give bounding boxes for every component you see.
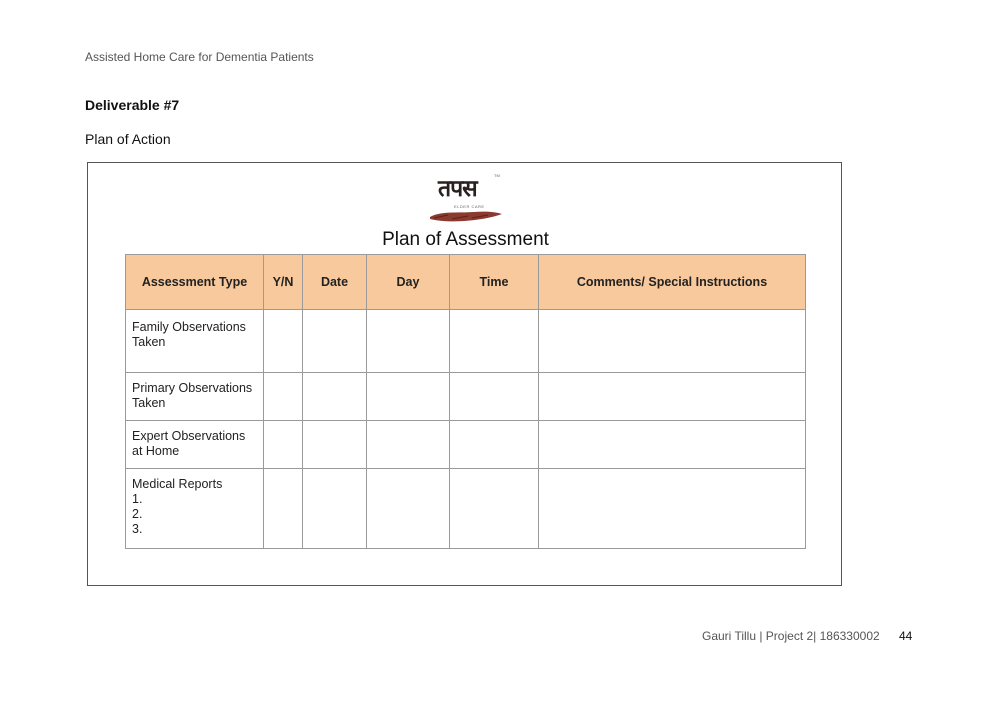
day-cell <box>367 310 450 373</box>
comments-cell <box>539 310 806 373</box>
cell-line: 3. <box>132 522 143 536</box>
column-header: Date <box>303 255 367 310</box>
cell-line: Medical Reports <box>132 477 223 491</box>
column-header: Comments/ Special Instructions <box>539 255 806 310</box>
time-cell <box>450 373 539 421</box>
column-header: Time <box>450 255 539 310</box>
comments-cell <box>539 469 806 549</box>
cell-line: Family Observations <box>132 320 246 334</box>
cell-line: Taken <box>132 396 166 410</box>
date-cell <box>303 310 367 373</box>
day-cell <box>367 373 450 421</box>
cell-line: Expert Observations <box>132 429 246 443</box>
cell-line: at Home <box>132 444 180 458</box>
yn-cell <box>264 421 303 469</box>
brush-stroke-icon <box>428 209 504 223</box>
assessment-type-cell <box>126 469 264 549</box>
cell-line: Taken <box>132 335 166 349</box>
yn-cell <box>264 373 303 421</box>
date-cell <box>303 469 367 549</box>
figure-title: Plan of Assessment <box>382 229 549 250</box>
date-cell <box>303 421 367 469</box>
logo-wordmark: तपस <box>438 176 477 202</box>
table-row <box>126 373 806 421</box>
assessment-figure <box>87 162 842 586</box>
column-header: Y/N <box>264 255 303 310</box>
assessment-type-cell <box>126 310 264 373</box>
cell-line: 1. <box>132 492 143 506</box>
day-cell <box>367 469 450 549</box>
column-header: Day <box>367 255 450 310</box>
assessment-table <box>125 254 806 549</box>
time-cell <box>450 469 539 549</box>
footer-author-line: Gauri Tillu | Project 2| 186330002 <box>702 629 880 643</box>
day-cell <box>367 421 450 469</box>
assessment-type-cell <box>126 421 264 469</box>
running-header: Assisted Home Care for Dementia Patients <box>85 50 314 64</box>
cell-line: 2. <box>132 507 143 521</box>
table-header-row <box>126 255 806 310</box>
assessment-type-cell <box>126 373 264 421</box>
time-cell <box>450 421 539 469</box>
table-row <box>126 310 806 373</box>
column-header: Assessment Type <box>126 255 264 310</box>
comments-cell <box>539 421 806 469</box>
date-cell <box>303 373 367 421</box>
comments-cell <box>539 373 806 421</box>
table-row <box>126 421 806 469</box>
time-cell <box>450 310 539 373</box>
page-number: 44 <box>899 629 913 643</box>
tapas-logo <box>428 171 508 221</box>
logo-tagline: ELDER CARE <box>454 204 485 209</box>
section-title: Plan of Action <box>85 131 171 147</box>
logo-trademark: TM <box>494 173 500 178</box>
cell-line: Primary Observations <box>132 381 253 395</box>
yn-cell <box>264 469 303 549</box>
yn-cell <box>264 310 303 373</box>
deliverable-heading: Deliverable #7 <box>85 97 180 113</box>
table-row <box>126 469 806 549</box>
